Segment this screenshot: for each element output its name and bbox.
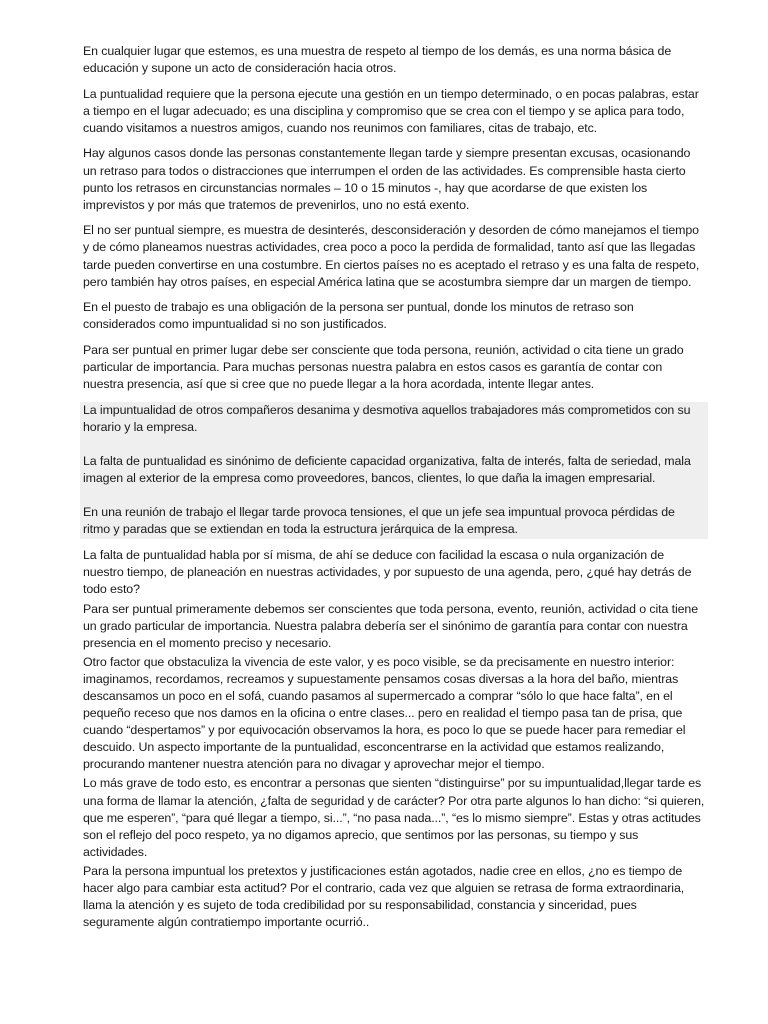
paragraph: Para la persona impuntual los pretextos y justificaciones están agotados, nadie cree en ellos, ¿no es tiempo de hacer algo para cambiar esta actitud? Por el contrario, cada vez que alguien se retrasa de forma extraordinaria, llama la atención y es sujeto de toda credibilidad por su responsabilidad, constancia y sinceridad, pues seguramente algún contratiempo importante ocurrió.. — [83, 863, 685, 930]
paragraph: Lo más grave de todo esto, es encontrar a personas que sienten “distinguirse” por su impuntualidad,llegar tarde es una forma de llamar la atención, ¿falta de seguridad y de carácter? Por otra parte algunos lo han dicho: “si quieren, que me esperen”, “para qué llegar a tiempo, si...”, “no pasa nada...”, “es lo mismo siempre”. Estas y otras actitudes son el reflejo del poco respeto, ya no digamos aprecio, que sentimos por las personas, su tiempo y sus actividades. — [83, 776, 705, 859]
paragraph: En cualquier lugar que estemos, es una muestra de respeto al tiempo de los demás, es una norma básica de educación y supone un acto de consideración hacia otros. — [83, 44, 672, 76]
paragraph: Para ser puntual primeramente debemos ser conscientes que toda persona, evento, reunión, actividad o cita tiene un grado particular de importancia. Nuestra palabra debería ser el sinónimo de garantía para contar con nuestra presencia en el momento preciso y necesario. — [83, 601, 699, 650]
paragraph: La puntualidad requiere que la persona ejecute una gestión en un tiempo determinado, o en pocas palabras, estar a tiempo en el lugar adecuado; es una disciplina y compromiso que se crea con el tiempo y se aplica para todo, cuando visitamos a nuestros amigos, cuando nos reunimos con familiares, citas de trabajo, etc. — [83, 86, 699, 135]
paragraph: Otro factor que obstaculiza la vivencia de este valor, y es poco visible, se da precisamente en nuestro interior: imaginamos, recordamos, recreamos y supuestamente pensamos cosas diversas a la hora del baño, mientras descansamos un poco en el sofá, cuando pasamos al supermercado a comprar “sólo lo que hace falta”, en el pequeño receso que nos damos en la oficina o entre clases... pero en realidad el tiempo pasa tan de prisa, que cuando “despertamos” y por equivocación observamos la hora, es poco lo que se puede hacer para remediar el descuido. Un aspecto importante de la puntualidad, esconcentrarse en la actividad que estamos realizando, procurando mantener nuestra atención para no divagar y aprovechar mejor el tiempo. — [83, 654, 686, 772]
shaded-paragraph: La falta de puntualidad es sinónimo de deficiente capacidad organizativa, falta de interés, falta de seriedad, mala imagen al exterior de la empresa como proveedores, bancos, clientes, lo que daña la imagen empresarial. — [83, 453, 691, 485]
paragraph: Hay algunos casos donde las personas constantemente llegan tarde y siempre presentan excusas, ocasionando un retraso para todos o distracciones que interrumpen el orden de las actividades. Es comprensible hasta cierto punto los retrasos en circunstancias normales – 10 o 15 minutos -, hay que acordarse de que existen los imprevistos y por más que tratemos de prevenirlos, uno no está exento. — [83, 146, 691, 212]
shaded-paragraph: En una reunión de trabajo el llegar tarde provoca tensiones, el que un jefe sea impuntual provoca pérdidas de ritmo y paradas que se extiendan en toda la estructura jerárquica de la empresa. — [83, 505, 675, 537]
paragraph: La falta de puntualidad habla por sí misma, de ahí se deduce con facilidad la escasa o nula organización de nuestro tiempo, de planeación en nuestras actividades, y por supuesto de una agenda, pero, ¿qué hay detrás de todo esto? — [83, 548, 692, 597]
paragraph: Para ser puntual en primer lugar debe ser consciente que toda persona, reunión, actividad o cita tiene un grado particular de importancia. Para muchas personas nuestra palabra en estos casos es garantía de contar con nuestra presencia, así que si cree que no puede llegar a la hora acordada, intente llegar antes. — [83, 342, 684, 392]
document-body — [83, 43, 705, 933]
shaded-paragraph: La impuntualidad de otros compañeros desanima y desmotiva aquellos trabajadores más comprometidos con su horario y la empresa. — [83, 402, 691, 434]
paragraph: El no ser puntual siempre, es muestra de desinterés, desconsideración y desorden de cómo manejamos el tiempo y de cómo planeamos nuestras actividades, crea poco a poco la perdida de formalidad, tanto así que las llegadas tarde pueden convertirse en una costumbre. En ciertos países no es aceptado el retraso y es una falta de respeto, pero también hay otros países, en especial América latina que se acostumbra siempre dar un margen de tiempo. — [83, 223, 700, 289]
paragraph: En el puesto de trabajo es una obligación de la persona ser puntual, donde los minutos de retraso son considerados como impuntualidad si no son justificados. — [83, 300, 634, 332]
shaded-block — [80, 402, 708, 540]
